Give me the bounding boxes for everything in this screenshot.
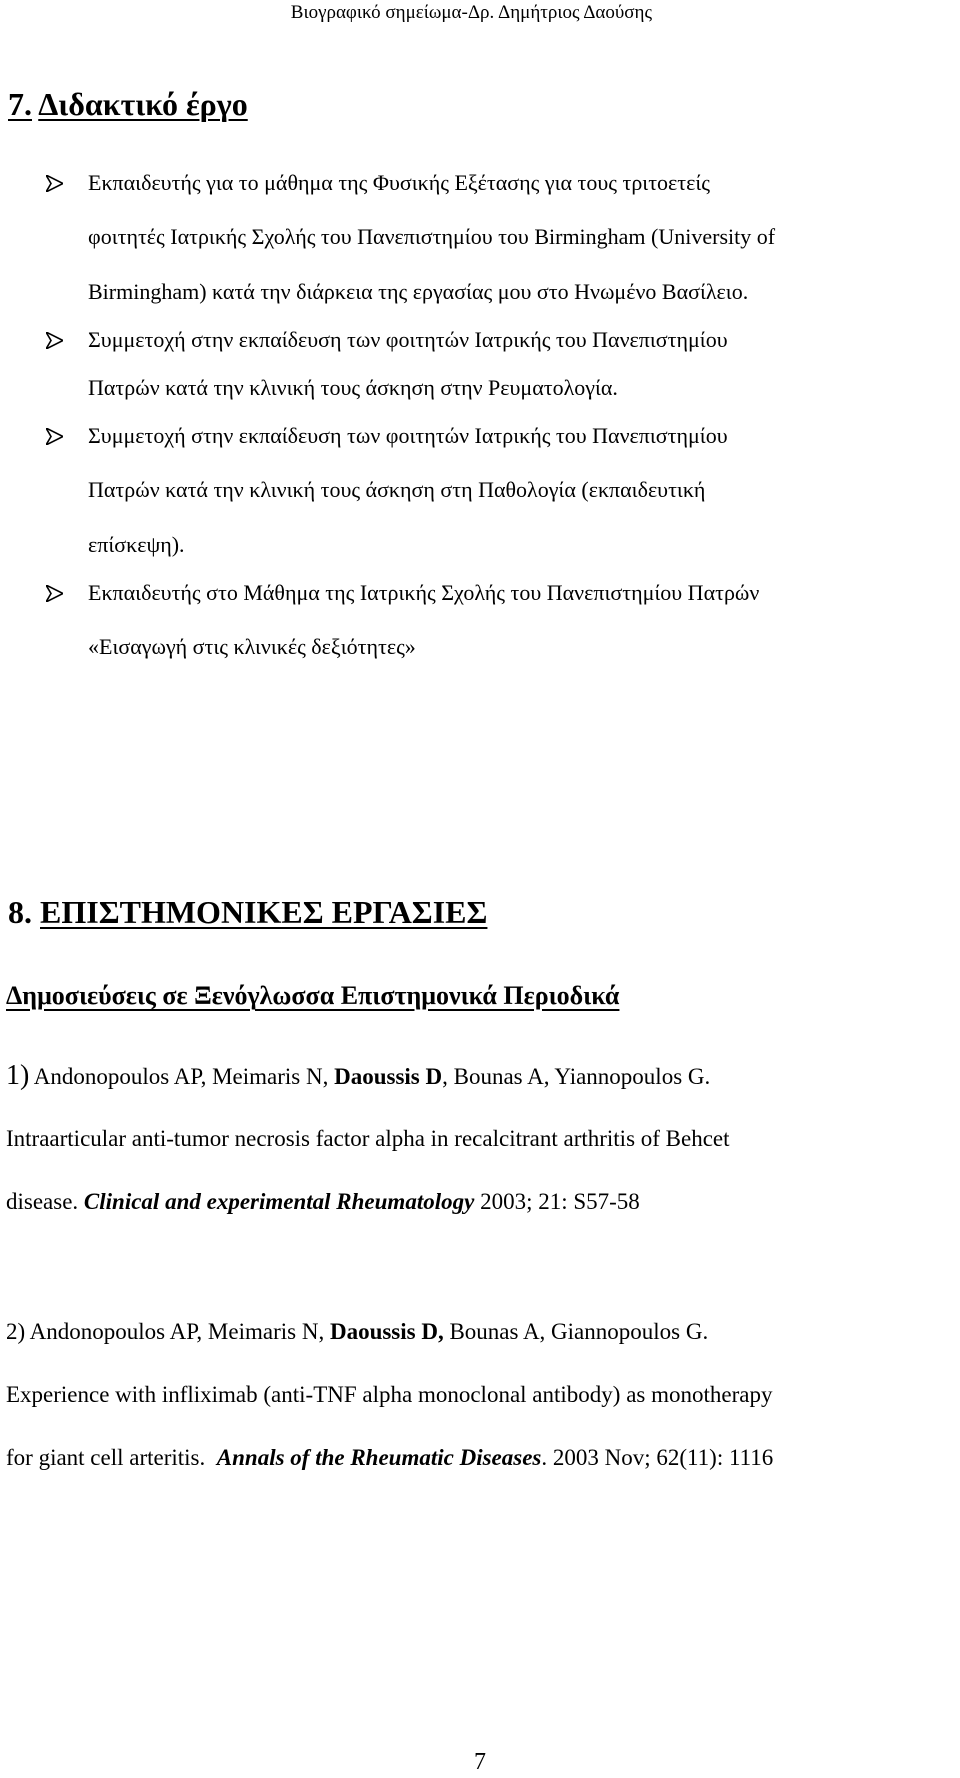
publication-authors-line [6,1300,946,1363]
publication-author-highlight: Daoussis D, [329,1319,444,1344]
list-item-line: επίσκεψη). [88,532,185,557]
publication-authors-line [6,1044,946,1107]
publication-authors-before: Andonopoulos AP, Meimaris N, [29,1064,335,1089]
publication-entry [6,1044,946,1233]
list-item [0,317,960,413]
publication-journal: Clinical and experimental Rheumatology [83,1189,475,1214]
list-item-line: Εκπαιδευτής στο Μάθημα της Ιατρικής Σχολής του Πανεπιστημίου Πατρών [88,580,760,605]
page-number: 7 [474,1749,486,1775]
list-item-line: Συμμετοχή στην εκπαίδευση των φοιτητών Ιατρικής του Πανεπιστημίου [88,327,728,352]
publication-citation: . 2003 Nov; 62(11): 1116 [541,1445,774,1470]
publication-authors-before: Andonopoulos AP, Meimaris N, [25,1319,330,1344]
publication-author-highlight: Daoussis D [334,1064,443,1089]
list-item [0,413,960,570]
publication-number: 1) [6,1060,30,1091]
publication-title-end: disease. [6,1189,84,1214]
list-item-line: Εκπαιδευτής για το μάθημα της Φυσικής Εξέτασης για τους τριτοετείς [88,170,711,195]
arrow-bullet-icon [46,175,63,192]
arrow-bullet-icon [46,332,63,349]
publication-number: 2) [6,1319,26,1344]
publications-subheading [6,978,619,1014]
section-8-number: 8. [8,894,32,930]
list-item [0,570,960,677]
publication-title-line: Intraarticular anti-tumor necrosis factor alpha in recalcitrant arthritis of Behcet [6,1126,730,1151]
publication-citation: 2003; 21: S57-58 [474,1189,640,1214]
publication-citation-line [6,1426,946,1489]
section-7-number: 7. [8,86,32,122]
section-8-heading [8,892,487,932]
running-header: Βιογραφικό σημείωμα-Δρ. Δημήτριος Δαούσης [290,2,652,23]
arrow-bullet-icon [46,585,63,602]
teaching-list [0,160,960,677]
list-item-line: φοιτητές Ιατρικής Σχολής του Πανεπιστημίου του Birmingham (University of [88,224,776,249]
publication-citation-line [6,1170,946,1233]
list-item [0,160,960,317]
publication-authors-after: , Bounas A, Yiannopoulos G. [442,1064,711,1089]
list-item-line: Συμμετοχή στην εκπαίδευση των φοιτητών Ιατρικής του Πανεπιστημίου [88,423,728,448]
section-7-heading [8,84,248,124]
list-item-line: «Εισαγωγή στις κλινικές δεξιότητες» [88,634,416,659]
section-7-title: Διδακτικό έργο [38,86,248,122]
arrow-bullet-icon [46,428,63,445]
publication-title-line: Experience with infliximab (anti-TNF alpha monoclonal antibody) as monotherapy [6,1382,773,1407]
publication-authors-after: Bounas A, Giannopoulos G. [443,1319,709,1344]
section-8-title: ΕΠΙΣΤΗΜΟΝΙΚΕΣ ΕΡΓΑΣΙΕΣ [40,894,488,930]
list-item-line: Πατρών κατά την κλινική τους άσκηση στη Παθολογία (εκπαιδευτική [88,477,706,502]
publication-journal: Annals of the Rheumatic Diseases [216,1445,542,1470]
publication-entry [6,1300,946,1489]
list-item-line: Πατρών κατά την κλινική τους άσκηση στην Ρευματολογία. [88,375,618,400]
publications-subheading-text: Δημοσιεύσεις σε Ξενόγλωσσα Επιστημονικά Περιοδικά [6,981,620,1010]
publication-title-end: for giant cell arteritis. [6,1445,217,1470]
list-item-line: Birmingham) κατά την διάρκεια της εργασίας μου στο Ηνωμένο Βασίλειο. [88,279,749,304]
